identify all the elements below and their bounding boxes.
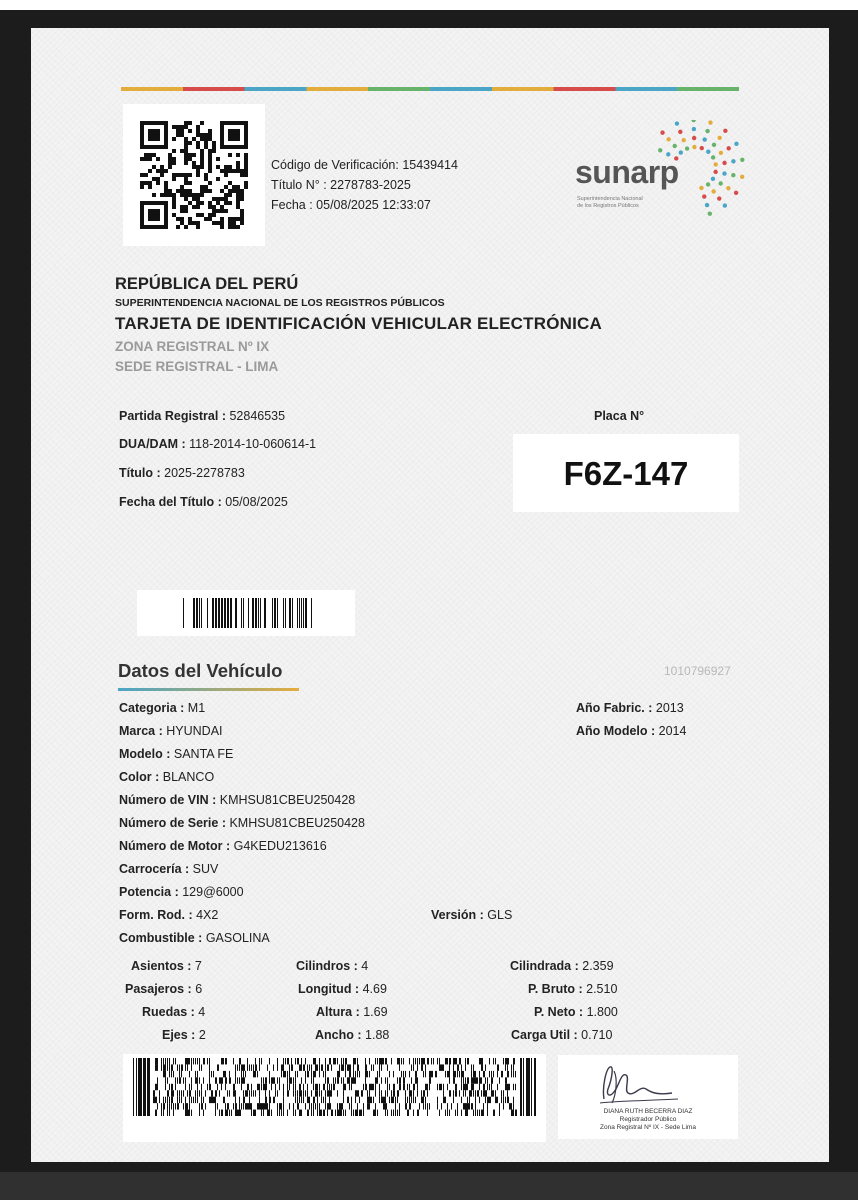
signer-role: Registrador Público [619, 1116, 677, 1123]
titulo-label: Título : [119, 466, 161, 480]
signature-caption [558, 1108, 738, 1132]
agency-heading: SUPERINTENDENCIA NACIONAL DE LOS REGISTROS PÚBLICOS [115, 297, 445, 309]
motor-label: Número de Motor : [119, 839, 231, 853]
vin-field [119, 793, 355, 807]
partida-field [119, 409, 285, 423]
plate-label: Placa N° [594, 409, 645, 423]
plate-number: F6Z-147 [563, 455, 689, 492]
formrod-label: Form. Rod. : [119, 908, 193, 922]
serie-field [119, 816, 365, 830]
document-number: 1010796927 [664, 664, 731, 678]
longitud-value: 4.69 [362, 982, 387, 996]
altura-value: 1.69 [363, 1005, 388, 1019]
dua-label: DUA/DAM : [119, 437, 186, 451]
dua-field [119, 437, 316, 451]
anio-fab-value: 2013 [655, 701, 684, 715]
formrod-field [119, 908, 218, 922]
issue-date: Fecha : 05/08/2025 12:33:07 [271, 198, 431, 212]
longitud-field [298, 982, 387, 996]
pdf417-barcode-icon [133, 1058, 536, 1116]
pasajeros-field [125, 982, 202, 996]
anio-mod-label: Año Modelo : [576, 724, 656, 738]
titulo-field [119, 466, 245, 480]
bottom-bar [0, 1172, 858, 1200]
pbruto-field [528, 982, 617, 996]
pbruto-value: 2.510 [586, 982, 618, 996]
ejes-field [162, 1028, 206, 1042]
marca-label: Marca : [119, 724, 163, 738]
zone-heading: ZONA REGISTRAL Nº IX [115, 339, 270, 354]
serie-value: KMHSU81CBEU250428 [229, 816, 365, 830]
ruedas-field [142, 1005, 205, 1019]
verification-code: Código de Verificación: 15439414 [271, 158, 458, 172]
fecha-titulo-value: 05/08/2025 [225, 495, 288, 509]
formrod-value: 4X2 [196, 908, 219, 922]
carroceria-field [119, 862, 218, 876]
modelo-field [119, 747, 233, 761]
asientos-field [131, 959, 202, 973]
modelo-label: Modelo : [119, 747, 171, 761]
pneto-field [534, 1005, 618, 1019]
carga-value: 0.710 [581, 1028, 613, 1042]
marca-field [119, 724, 223, 738]
partida-value: 52846535 [229, 409, 286, 423]
anio-fab-field [576, 701, 684, 715]
ancho-label: Ancho : [315, 1028, 362, 1042]
partida-label: Partida Registral : [119, 409, 226, 423]
cilindros-label: Cilindros : [296, 959, 358, 973]
marca-value: HYUNDAI [166, 724, 223, 738]
qr-code [123, 104, 265, 246]
barcode-2d [123, 1054, 546, 1142]
ruedas-label: Ruedas : [142, 1005, 195, 1019]
signature-block [558, 1055, 738, 1139]
barcode-small-icon [179, 598, 313, 628]
vehicle-section-title: Datos del Vehículo [118, 660, 283, 681]
top-bar [0, 0, 858, 10]
cilindrada-field [510, 959, 614, 973]
ruedas-value: 4 [198, 1005, 206, 1019]
logo-subtitle-line2: de los Registros Públicos [577, 203, 639, 209]
carroceria-label: Carrocería : [119, 862, 190, 876]
signer-office: Zona Registral Nº IX - Sede Lima [600, 1124, 696, 1131]
dua-value: 118-2014-10-060614-1 [189, 437, 317, 451]
categoria-field [119, 701, 205, 715]
serie-label: Número de Serie : [119, 816, 226, 830]
anio-mod-field [576, 724, 686, 738]
modelo-value: SANTA FE [173, 747, 234, 761]
version-value: GLS [487, 908, 513, 922]
color-field [119, 770, 214, 784]
pasajeros-label: Pasajeros : [125, 982, 192, 996]
seat-heading: SEDE REGISTRAL - LIMA [115, 359, 279, 374]
color-value: BLANCO [162, 770, 215, 784]
logo-subtitle [577, 196, 667, 210]
anio-fab-label: Año Fabric. : [576, 701, 653, 715]
fecha-titulo-field [119, 495, 288, 509]
titulo-value: 2025-2278783 [164, 466, 245, 480]
categoria-label: Categoria : [119, 701, 185, 715]
sunarp-logo [575, 120, 755, 220]
cilindrada-label: Cilindrada : [510, 959, 579, 973]
country-heading: REPÚBLICA DEL PERÚ [115, 275, 299, 293]
section-underline [118, 688, 299, 691]
pasajeros-value: 6 [195, 982, 203, 996]
ejes-value: 2 [198, 1028, 206, 1042]
logo-subtitle-line1: Superintendencia Nacional [577, 196, 643, 202]
combustible-value: GASOLINA [205, 931, 270, 945]
plate-box [513, 434, 739, 512]
vin-label: Número de VIN : [119, 793, 217, 807]
color-stripe [121, 87, 739, 91]
pneto-label: P. Neto : [534, 1005, 584, 1019]
asientos-label: Asientos : [131, 959, 192, 973]
cilindros-field [296, 959, 368, 973]
cilindros-value: 4 [361, 959, 369, 973]
logo-wordmark: sunarp [575, 154, 679, 190]
altura-label: Altura : [316, 1005, 360, 1019]
document-title: TARJETA DE IDENTIFICACIÓN VEHICULAR ELECTRÓNICA [115, 314, 602, 333]
longitud-label: Longitud : [298, 982, 360, 996]
pneto-value: 1.800 [586, 1005, 618, 1019]
version-label: Versión : [431, 908, 484, 922]
vin-value: KMHSU81CBEU250428 [219, 793, 356, 807]
combustible-label: Combustible : [119, 931, 203, 945]
fecha-titulo-label: Fecha del Título : [119, 495, 222, 509]
ejes-label: Ejes : [162, 1028, 196, 1042]
qr-code-icon [140, 121, 248, 229]
color-label: Color : [119, 770, 160, 784]
motor-field [119, 839, 327, 853]
categoria-value: M1 [187, 701, 206, 715]
altura-field [316, 1005, 388, 1019]
vehicle-card-document [31, 28, 829, 1162]
signer-name: DIANA RUTH BECERRA DIAZ [603, 1108, 693, 1115]
version-field [431, 908, 512, 922]
cilindrada-value: 2.359 [582, 959, 614, 973]
ancho-field [315, 1028, 389, 1042]
pbruto-label: P. Bruto : [528, 982, 583, 996]
carga-field [511, 1028, 612, 1042]
potencia-label: Potencia : [119, 885, 179, 899]
asientos-value: 7 [194, 959, 202, 973]
potencia-field [119, 885, 244, 899]
carroceria-value: SUV [192, 862, 219, 876]
carga-label: Carga Util : [511, 1028, 578, 1042]
combustible-field [119, 931, 270, 945]
potencia-value: 129@6000 [182, 885, 244, 899]
barcode-small [137, 590, 355, 636]
title-number: Título N° : 2278783-2025 [271, 178, 411, 192]
anio-mod-value: 2014 [658, 724, 687, 738]
signature-icon [588, 1059, 688, 1111]
verification-block [271, 155, 458, 215]
ancho-value: 1.88 [365, 1028, 390, 1042]
motor-value: G4KEDU213616 [233, 839, 327, 853]
